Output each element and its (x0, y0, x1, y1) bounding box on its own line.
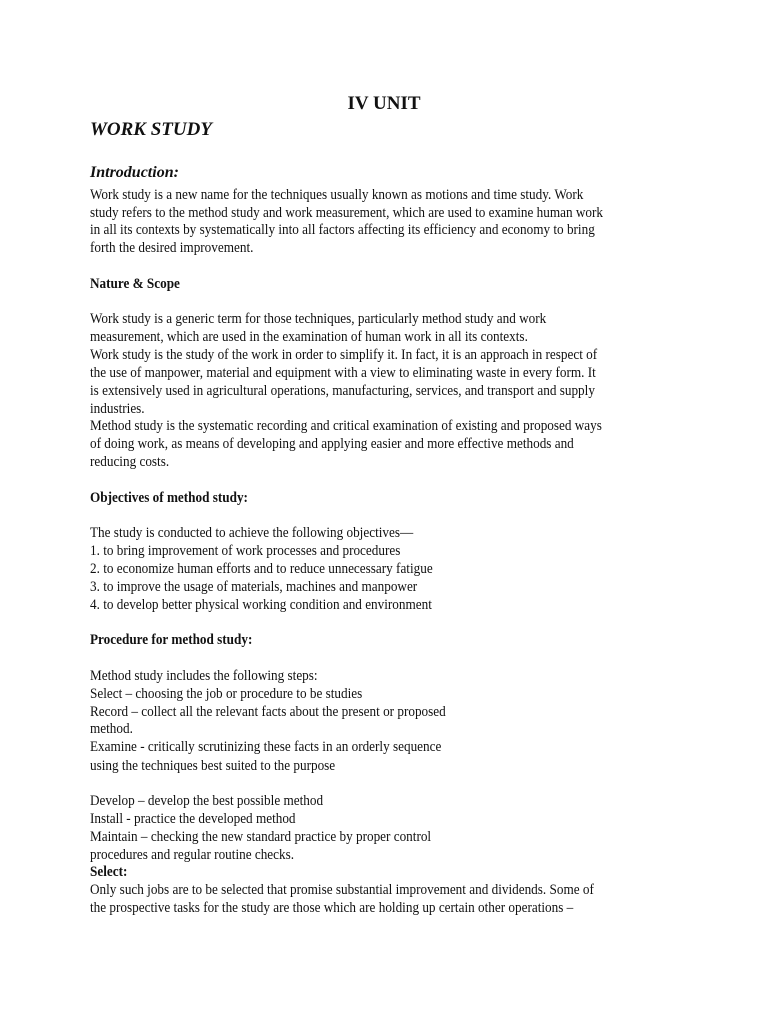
procedure-line: Develop – develop the best possible method (90, 793, 324, 809)
nature-line: of doing work, as means of developing and applying easier and more effective methods and (90, 436, 574, 452)
select-line: Only such jobs are to be selected that promise substantial improvement and dividends. Some of (90, 882, 594, 898)
nature-line: Work study is the study of the work in order to simplify it. In fact, it is an approach in respect of (90, 347, 598, 363)
select-line: the prospective tasks for the study are those which are holding up certain other operations – (90, 900, 574, 916)
introduction-heading: Introduction: (90, 164, 179, 181)
objectives-line: The study is conducted to achieve the following objectives— (90, 525, 414, 541)
procedure-line: method. (90, 721, 133, 737)
objectives-line: 2. to economize human efforts and to reduce unnecessary fatigue (90, 561, 433, 577)
procedure-line: Select – choosing the job or procedure to be studies (90, 686, 363, 702)
select-heading: Select: (90, 864, 128, 880)
nature-scope-heading: Nature & Scope (90, 276, 180, 292)
nature-line: Work study is a generic term for those techniques, particularly method study and work (90, 311, 547, 327)
procedure-line: using the techniques best suited to the purpose (90, 758, 336, 774)
nature-line: reducing costs. (90, 454, 170, 470)
procedure-line: Examine - critically scrutinizing these facts in an orderly sequence (90, 739, 442, 755)
procedure-line: Record – collect all the relevant facts about the present or proposed (90, 704, 446, 720)
intro-line: study refers to the method study and work measurement, which are used to examine human work (90, 205, 603, 221)
objectives-heading: Objectives of method study: (90, 490, 248, 506)
intro-line: in all its contexts by systematically into all factors affecting its efficiency and economy to bring (90, 222, 595, 238)
procedure-line: Method study includes the following steps: (90, 668, 318, 684)
objectives-line: 1. to bring improvement of work processes and procedures (90, 543, 401, 559)
unit-title: IV UNIT (347, 93, 421, 114)
nature-line: Method study is the systematic recording and critical examination of existing and proposed ways (90, 418, 602, 434)
procedure-heading: Procedure for method study: (90, 632, 253, 648)
document-title: WORK STUDY (90, 119, 212, 140)
procedure-line: procedures and regular routine checks. (90, 847, 295, 863)
objectives-line: 4. to develop better physical working condition and environment (90, 597, 432, 613)
nature-line: measurement, which are used in the examination of human work in all its contexts. (90, 329, 528, 345)
intro-line: forth the desired improvement. (90, 240, 254, 256)
objectives-line: 3. to improve the usage of materials, machines and manpower (90, 579, 418, 595)
procedure-line: Maintain – checking the new standard practice by proper control (90, 829, 432, 845)
procedure-line: Install - practice the developed method (90, 811, 296, 827)
intro-line: Work study is a new name for the techniques usually known as motions and time study. Work (90, 187, 584, 203)
nature-line: is extensively used in agricultural operations, manufacturing, services, and transport and supply (90, 383, 595, 399)
nature-line: industries. (90, 401, 145, 417)
nature-line: the use of manpower, material and equipment with a view to eliminating waste in every form. It (90, 365, 596, 381)
